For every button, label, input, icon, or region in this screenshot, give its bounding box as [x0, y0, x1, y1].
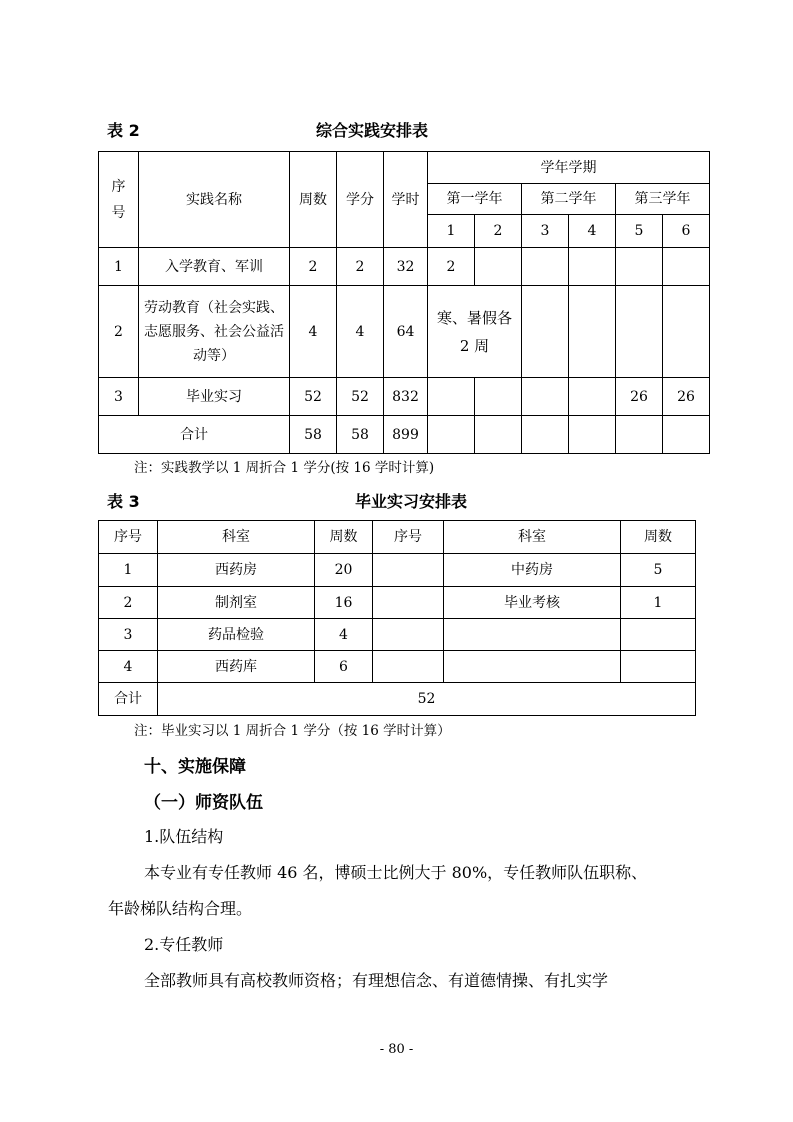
total-hours: 899: [384, 416, 428, 454]
header-sem-3: 3: [522, 215, 569, 248]
table2-title: 综合实践安排表: [316, 121, 429, 140]
cell-seq: 1: [99, 248, 139, 286]
cell-seq: [373, 554, 444, 587]
cell-hours: 32: [384, 248, 428, 286]
header-dept: 科室: [158, 521, 315, 554]
cell-seq: [373, 619, 444, 651]
header-sem-6: 6: [663, 215, 710, 248]
header-sem-1: 1: [428, 215, 475, 248]
subsection-heading: （一）师资队伍: [144, 793, 263, 813]
header-year-3: 第三学年: [616, 184, 710, 215]
cell-name: 入学教育、军训: [139, 248, 290, 286]
cell-hours: 832: [384, 378, 428, 416]
header-dept: 科室: [444, 521, 621, 554]
total-weeks: 58: [290, 416, 337, 454]
total-label: 合计: [99, 416, 290, 454]
table2-note: 注：实践教学以 1 周折合 1 学分(按 16 学时计算): [134, 460, 435, 476]
cell-credits: 52: [337, 378, 384, 416]
total-row: [99, 683, 696, 716]
header-name: 实践名称: [139, 152, 290, 248]
cell-sem: [428, 378, 475, 416]
cell-seq: 3: [99, 378, 139, 416]
header-credits: 学分: [337, 152, 384, 248]
cell-seq: 2: [99, 587, 158, 619]
cell-dept: 药品检验: [158, 619, 315, 651]
cell-name: 劳动教育（社会实践、志愿服务、社会公益活动等）: [139, 286, 290, 378]
cell-sem: 26: [663, 378, 710, 416]
cell-dept: [444, 651, 621, 683]
header-sem-4: 4: [569, 215, 616, 248]
total-value: 52: [158, 683, 696, 716]
header-seq: 序号: [373, 521, 444, 554]
cell-sem: [475, 248, 522, 286]
cell-weeks: 52: [290, 378, 337, 416]
header-hours: 学时: [384, 152, 428, 248]
cell-sem: [663, 248, 710, 286]
table-row: [99, 587, 696, 619]
table-row: [99, 651, 696, 683]
cell-sem: [522, 248, 569, 286]
cell-merged-vacation: 寒、暑假各 2 周: [428, 286, 522, 378]
header-seq: 序号: [99, 521, 158, 554]
table-row: [99, 248, 710, 286]
header-weeks: 周数: [315, 521, 373, 554]
table3-label: 表 3: [107, 492, 140, 511]
cell-seq: 4: [99, 651, 158, 683]
cell-seq: 3: [99, 619, 158, 651]
table-row: [99, 378, 710, 416]
header-term: 学年学期: [428, 152, 710, 184]
header-sem-2: 2: [475, 215, 522, 248]
header-sem-5: 5: [616, 215, 663, 248]
total-row: [99, 416, 710, 454]
header-weeks: 周数: [621, 521, 696, 554]
cell-weeks: [621, 619, 696, 651]
cell-sem: [569, 378, 616, 416]
cell-sem: [663, 286, 710, 378]
cell-sem: [569, 248, 616, 286]
cell-sem: [616, 416, 663, 454]
paragraph-line: 全部教师具有高校教师资格；有理想信念、有道德情操、有扎实学: [144, 971, 609, 990]
cell-sem: [522, 286, 569, 378]
paragraph-line: 年龄梯队结构合理。: [108, 899, 253, 918]
cell-dept: 中药房: [444, 554, 621, 587]
table3-note: 注：毕业实习以 1 周折合 1 学分（按 16 学时计算）: [134, 723, 451, 739]
cell-seq: [373, 651, 444, 683]
header-year-2: 第二学年: [522, 184, 616, 215]
cell-sem: [475, 378, 522, 416]
cell-name: 毕业实习: [139, 378, 290, 416]
table-row: [99, 619, 696, 651]
cell-sem: [522, 416, 569, 454]
total-credits: 58: [337, 416, 384, 454]
cell-dept: 西药库: [158, 651, 315, 683]
cell-seq: 1: [99, 554, 158, 587]
cell-sem: [475, 416, 522, 454]
item-heading: 1.队伍结构: [144, 827, 224, 846]
cell-dept: 制剂室: [158, 587, 315, 619]
cell-weeks: 2: [290, 248, 337, 286]
cell-hours: 64: [384, 286, 428, 378]
cell-sem: [522, 378, 569, 416]
header-weeks: 周数: [290, 152, 337, 248]
cell-weeks: 4: [315, 619, 373, 651]
internship-schedule-table: [98, 520, 696, 716]
cell-dept: [444, 619, 621, 651]
paragraph-line: 本专业有专任教师 46 名，博硕士比例大于 80%，专任教师队伍职称、: [144, 863, 648, 882]
cell-credits: 2: [337, 248, 384, 286]
header-seq: 序号: [99, 152, 139, 248]
cell-sem: [428, 416, 475, 454]
cell-sem: [663, 416, 710, 454]
section-heading: 十、实施保障: [144, 757, 246, 777]
cell-sem: [616, 248, 663, 286]
cell-weeks: 4: [290, 286, 337, 378]
cell-sem: [569, 286, 616, 378]
cell-credits: 4: [337, 286, 384, 378]
table2-label: 表 2: [107, 121, 140, 140]
cell-weeks: [621, 651, 696, 683]
practice-schedule-table: [98, 151, 710, 454]
cell-sem: 2: [428, 248, 475, 286]
cell-dept: 毕业考核: [444, 587, 621, 619]
table-row: [99, 554, 696, 587]
page-number: - 80 -: [379, 1042, 414, 1057]
cell-weeks: 20: [315, 554, 373, 587]
cell-weeks: 6: [315, 651, 373, 683]
total-label: 合计: [99, 683, 158, 716]
cell-seq: 2: [99, 286, 139, 378]
cell-dept: 西药房: [158, 554, 315, 587]
table3-title: 毕业实习安排表: [355, 492, 468, 511]
cell-seq: [373, 587, 444, 619]
cell-sem: [569, 416, 616, 454]
cell-weeks: 5: [621, 554, 696, 587]
cell-weeks: 16: [315, 587, 373, 619]
table-row: [99, 286, 710, 378]
item-heading: 2.专任教师: [144, 935, 224, 954]
cell-sem: 26: [616, 378, 663, 416]
cell-weeks: 1: [621, 587, 696, 619]
header-year-1: 第一学年: [428, 184, 522, 215]
cell-sem: [616, 286, 663, 378]
